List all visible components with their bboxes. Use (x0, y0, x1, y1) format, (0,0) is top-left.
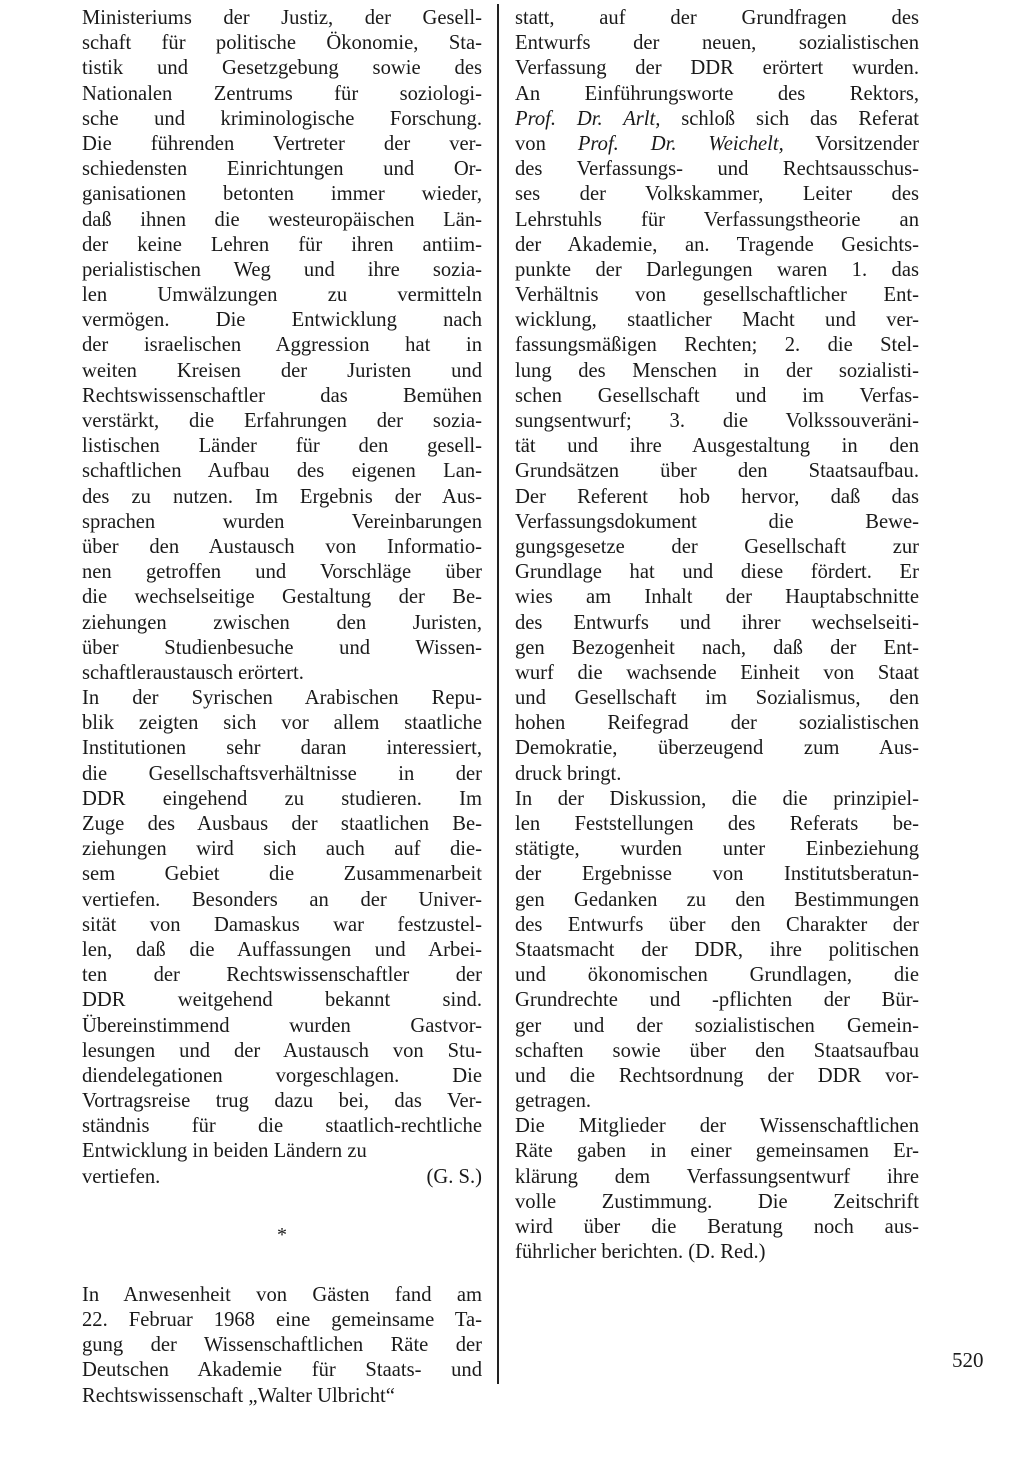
text-line: DDR weitgehend bekannt sind. (82, 989, 482, 1012)
text-line: über Studienbesuche und Wissen- (82, 636, 482, 659)
text-line: getragen. (515, 1090, 592, 1113)
text-line: tistik und Gesetzgebung sowie des (82, 57, 482, 80)
paragraph (82, 1283, 482, 1409)
text-line: Räte gaben in einer gemeinsamen Er- (515, 1140, 919, 1163)
text-line: der Akademie, an. Tragende Gesichts- (515, 233, 919, 256)
text-line: ganisationen betonten immer wieder, (82, 183, 482, 206)
text-line: Staatsmacht der DDR, ihre politischen (515, 938, 919, 961)
spacer (82, 1249, 482, 1283)
text-line: der Ergebnisse von Institutsberatun- (515, 863, 919, 886)
text-line: ständnis für die staatlich-rechtliche (82, 1115, 482, 1138)
paragraph-lines (515, 6, 919, 107)
text-line: Lehrstuhls für Verfassungstheorie an (515, 208, 919, 231)
rector-name: Prof. Dr. Arlt, (515, 107, 661, 130)
text-line: tät und ihre Ausgestaltung in den (515, 435, 919, 458)
text-line: schaft für politische Ökonomie, Sta- (82, 32, 482, 55)
author-signature: (G. S.) (426, 1165, 482, 1188)
text-line: die wechselseitige Gestaltung der Be- (82, 586, 482, 609)
text-line: schaftleraustausch erörtert. (82, 661, 304, 684)
text-line: des Entwurfs und ihrer wechselseiti- (515, 611, 919, 634)
text-line: wurf die wachsende Einheit von Staat (515, 661, 919, 684)
text-line: Deutschen Akademie für Staats- und (82, 1359, 482, 1382)
text-line: schaften sowie über den Staatsaufbau (515, 1039, 919, 1062)
text-line: über den Austausch von Informatio- (82, 535, 482, 558)
text-line: perialistischen Weg und ihre sozia- (82, 258, 482, 281)
text-line: Übereinstimmend wurden Gastvor- (82, 1014, 482, 1037)
text-line: des Verfassungs- und Rechtsausschus- (515, 158, 919, 181)
text-line: In der Syrischen Arabischen Repu- (82, 687, 482, 710)
text-line: gen Bezogenheit nach, daß der Ent- (515, 636, 919, 659)
text-line: gen Gedanken zu den Bestimmungen (515, 888, 919, 911)
text-line: punkte der Darlegungen waren 1. das (515, 258, 919, 281)
text-line: Verfassung der DDR erörtert wurden. (515, 57, 919, 80)
text-line: 22. Februar 1968 eine gemeinsame Ta- (82, 1309, 482, 1331)
text-line: Ministeriums der Justiz, der Gesell- (82, 7, 482, 29)
text-line: Entwicklung in beiden Ländern zu (82, 1140, 367, 1163)
text-line: nen getroffen und Vorschläge über (82, 561, 482, 584)
closing-text: vertiefen. (82, 1165, 161, 1188)
text-line: len Umwälzungen zu vermitteln (82, 284, 482, 307)
text-line: lesungen und der Austausch von Stu- (82, 1039, 482, 1062)
column-divider (497, 4, 499, 1384)
text-line: Vortragsreise trug dazu bei, das Ver- (82, 1090, 482, 1113)
text-line: Rechtswissenschaftler das Bemühen (82, 384, 482, 407)
text-line: Verfassungsdokument die Bewe- (515, 510, 919, 533)
text-line: des zu nutzen. Im Ergebnis der Aus- (82, 485, 482, 508)
text-line: In Anwesenheit von Gästen fand am (82, 1283, 482, 1306)
text-line: hohen Reifegrad der sozialistischen (515, 712, 919, 735)
text-line: klärung dem Verfassungsentwurf ihre (515, 1165, 919, 1188)
text-line: Grundrechte und -pflichten der Bür- (515, 989, 919, 1012)
text-line: ger und der sozialistischen Gemein- (515, 1014, 919, 1037)
text-line: verstärkt, die Erfahrungen der sozia- (82, 410, 482, 432)
text-line: blik zeigten sich vor allem staatliche (82, 712, 482, 735)
text-line: ziehungen wird sich auch auf die- (82, 838, 482, 861)
text-line: Grundlage hat und diese fördert. Er (515, 561, 919, 584)
text-line: Nationalen Zentrums für soziologi- (82, 82, 482, 105)
paragraph (515, 787, 919, 1114)
text-line: volle Zustimmung. Die Zeitschrift (515, 1190, 919, 1213)
text-line: Die Mitglieder der Wissenschaftlichen (515, 1115, 919, 1138)
left-column (82, 6, 482, 1409)
page-number: 520 (952, 1348, 984, 1372)
text-line: ten der Rechtswissenschaftler der (82, 964, 482, 987)
paragraph-closing-line (82, 1165, 482, 1190)
speaker-name: Prof. Dr. Weichelt, (577, 132, 784, 155)
text-line: wies am Inhalt der Hauptabschnitte (515, 586, 919, 609)
text-line: vermögen. Die Entwicklung nach (82, 309, 482, 332)
text-line: von Prof. Dr. Weichelt, Vorsitzender (515, 132, 919, 155)
text-line: schen Gesellschaft und im Verfas- (515, 384, 919, 407)
text-line: der israelischen Aggression hat in (82, 334, 482, 357)
text-line: len Feststellungen des Referats be- (515, 813, 919, 835)
text-line: In der Diskussion, die die prinzipiel- (515, 787, 919, 810)
paragraph (82, 686, 482, 1165)
text-line: DDR eingehend zu studieren. Im (82, 787, 482, 810)
text-line: Entwurfs der neuen, sozialistischen (515, 32, 919, 55)
text-line: Rechtswissenschaft „Walter Ulbricht“ (82, 1384, 395, 1407)
text-line: schiedensten Einrichtungen und Or- (82, 158, 482, 181)
text-line: wird über die Beratung noch aus- (515, 1216, 919, 1238)
text-line: sem Gebiet die Zusammenarbeit (82, 863, 482, 886)
text-line: stätigte, wurden unter Einbeziehung (515, 838, 919, 861)
text-line: schaftlichen Aufbau des eigenen Lan- (82, 460, 482, 483)
text-line: und ökonomischen Grundlagen, die (515, 964, 919, 987)
text-line: Der Referent hob hervor, daß das (515, 485, 919, 508)
paragraph (515, 6, 919, 787)
text-line: sität von Damaskus war festzustel- (82, 913, 482, 936)
text-line: gung der Wissenschaftlichen Räte der (82, 1334, 482, 1357)
text-line: diendelegationen vorgeschlagen. Die (82, 1064, 482, 1087)
text-line: weiten Kreisen der Juristen und (82, 359, 482, 382)
text-line: len, daß die Auffassungen und Arbei- (82, 938, 482, 961)
text-line: wicklung, staatlicher Macht und ver- (515, 309, 919, 332)
right-column (515, 6, 919, 1265)
text-line: Grundsätzen über den Staatsaufbau. (515, 460, 919, 483)
text-line: gungsgesetze der Gesellschaft zur (515, 535, 919, 558)
text-line: Zuge des Ausbaus der staatlichen Be- (82, 813, 482, 835)
text-line: lung des Menschen in der sozialisti- (515, 359, 919, 382)
text-line: Prof. Dr. Arlt, schloß sich das Referat (515, 107, 919, 130)
text-line: Institutionen sehr daran interessiert, (82, 737, 482, 760)
text-line: druck bringt. (515, 762, 622, 785)
text-line: ziehungen zwischen den Juristen, (82, 611, 482, 634)
text-line: listischen Länder für den gesell- (82, 435, 482, 458)
spacer (82, 1190, 482, 1215)
text-line: der keine Lehren für ihren antiim- (82, 233, 482, 256)
text-line: und die Rechtsordnung der DDR vor- (515, 1064, 919, 1087)
text-line: des Entwurfs über den Charakter der (515, 913, 919, 936)
paragraph (82, 6, 482, 686)
text-line: An Einführungsworte des Rektors, (515, 82, 919, 105)
text-line: daß ihnen die westeuropäischen Län- (82, 208, 482, 231)
text-line: Die führenden Vertreter der ver- (82, 132, 482, 155)
text-line: Demokratie, überzeugend zum Aus- (515, 737, 919, 760)
text-line: sche und kriminologische Forschung. (82, 107, 482, 130)
text-line: die Gesellschaftsverhältnisse in der (82, 762, 482, 785)
paragraph-lines (515, 157, 919, 787)
section-separator: * (277, 1223, 287, 1246)
text-line: Verhältnis von gesellschaftlicher Ent- (515, 284, 919, 307)
paragraph (515, 1114, 919, 1265)
text-line: fassungsmäßigen Rechten; 2. die Stel- (515, 334, 919, 357)
text-line: vertiefen. Besonders an der Univer- (82, 888, 482, 911)
text-line: statt, auf der Grundfragen des (515, 7, 919, 29)
text-line: und Gesellschaft im Sozialismus, den (515, 687, 919, 710)
text-line: führlicher berichten. (D. Red.) (515, 1241, 766, 1264)
text-line: ses der Volkskammer, Leiter des (515, 183, 919, 206)
text-line: sprachen wurden Vereinbarungen (82, 510, 482, 533)
text-line: sungsentwurf; 3. die Volkssouveräni- (515, 410, 919, 432)
